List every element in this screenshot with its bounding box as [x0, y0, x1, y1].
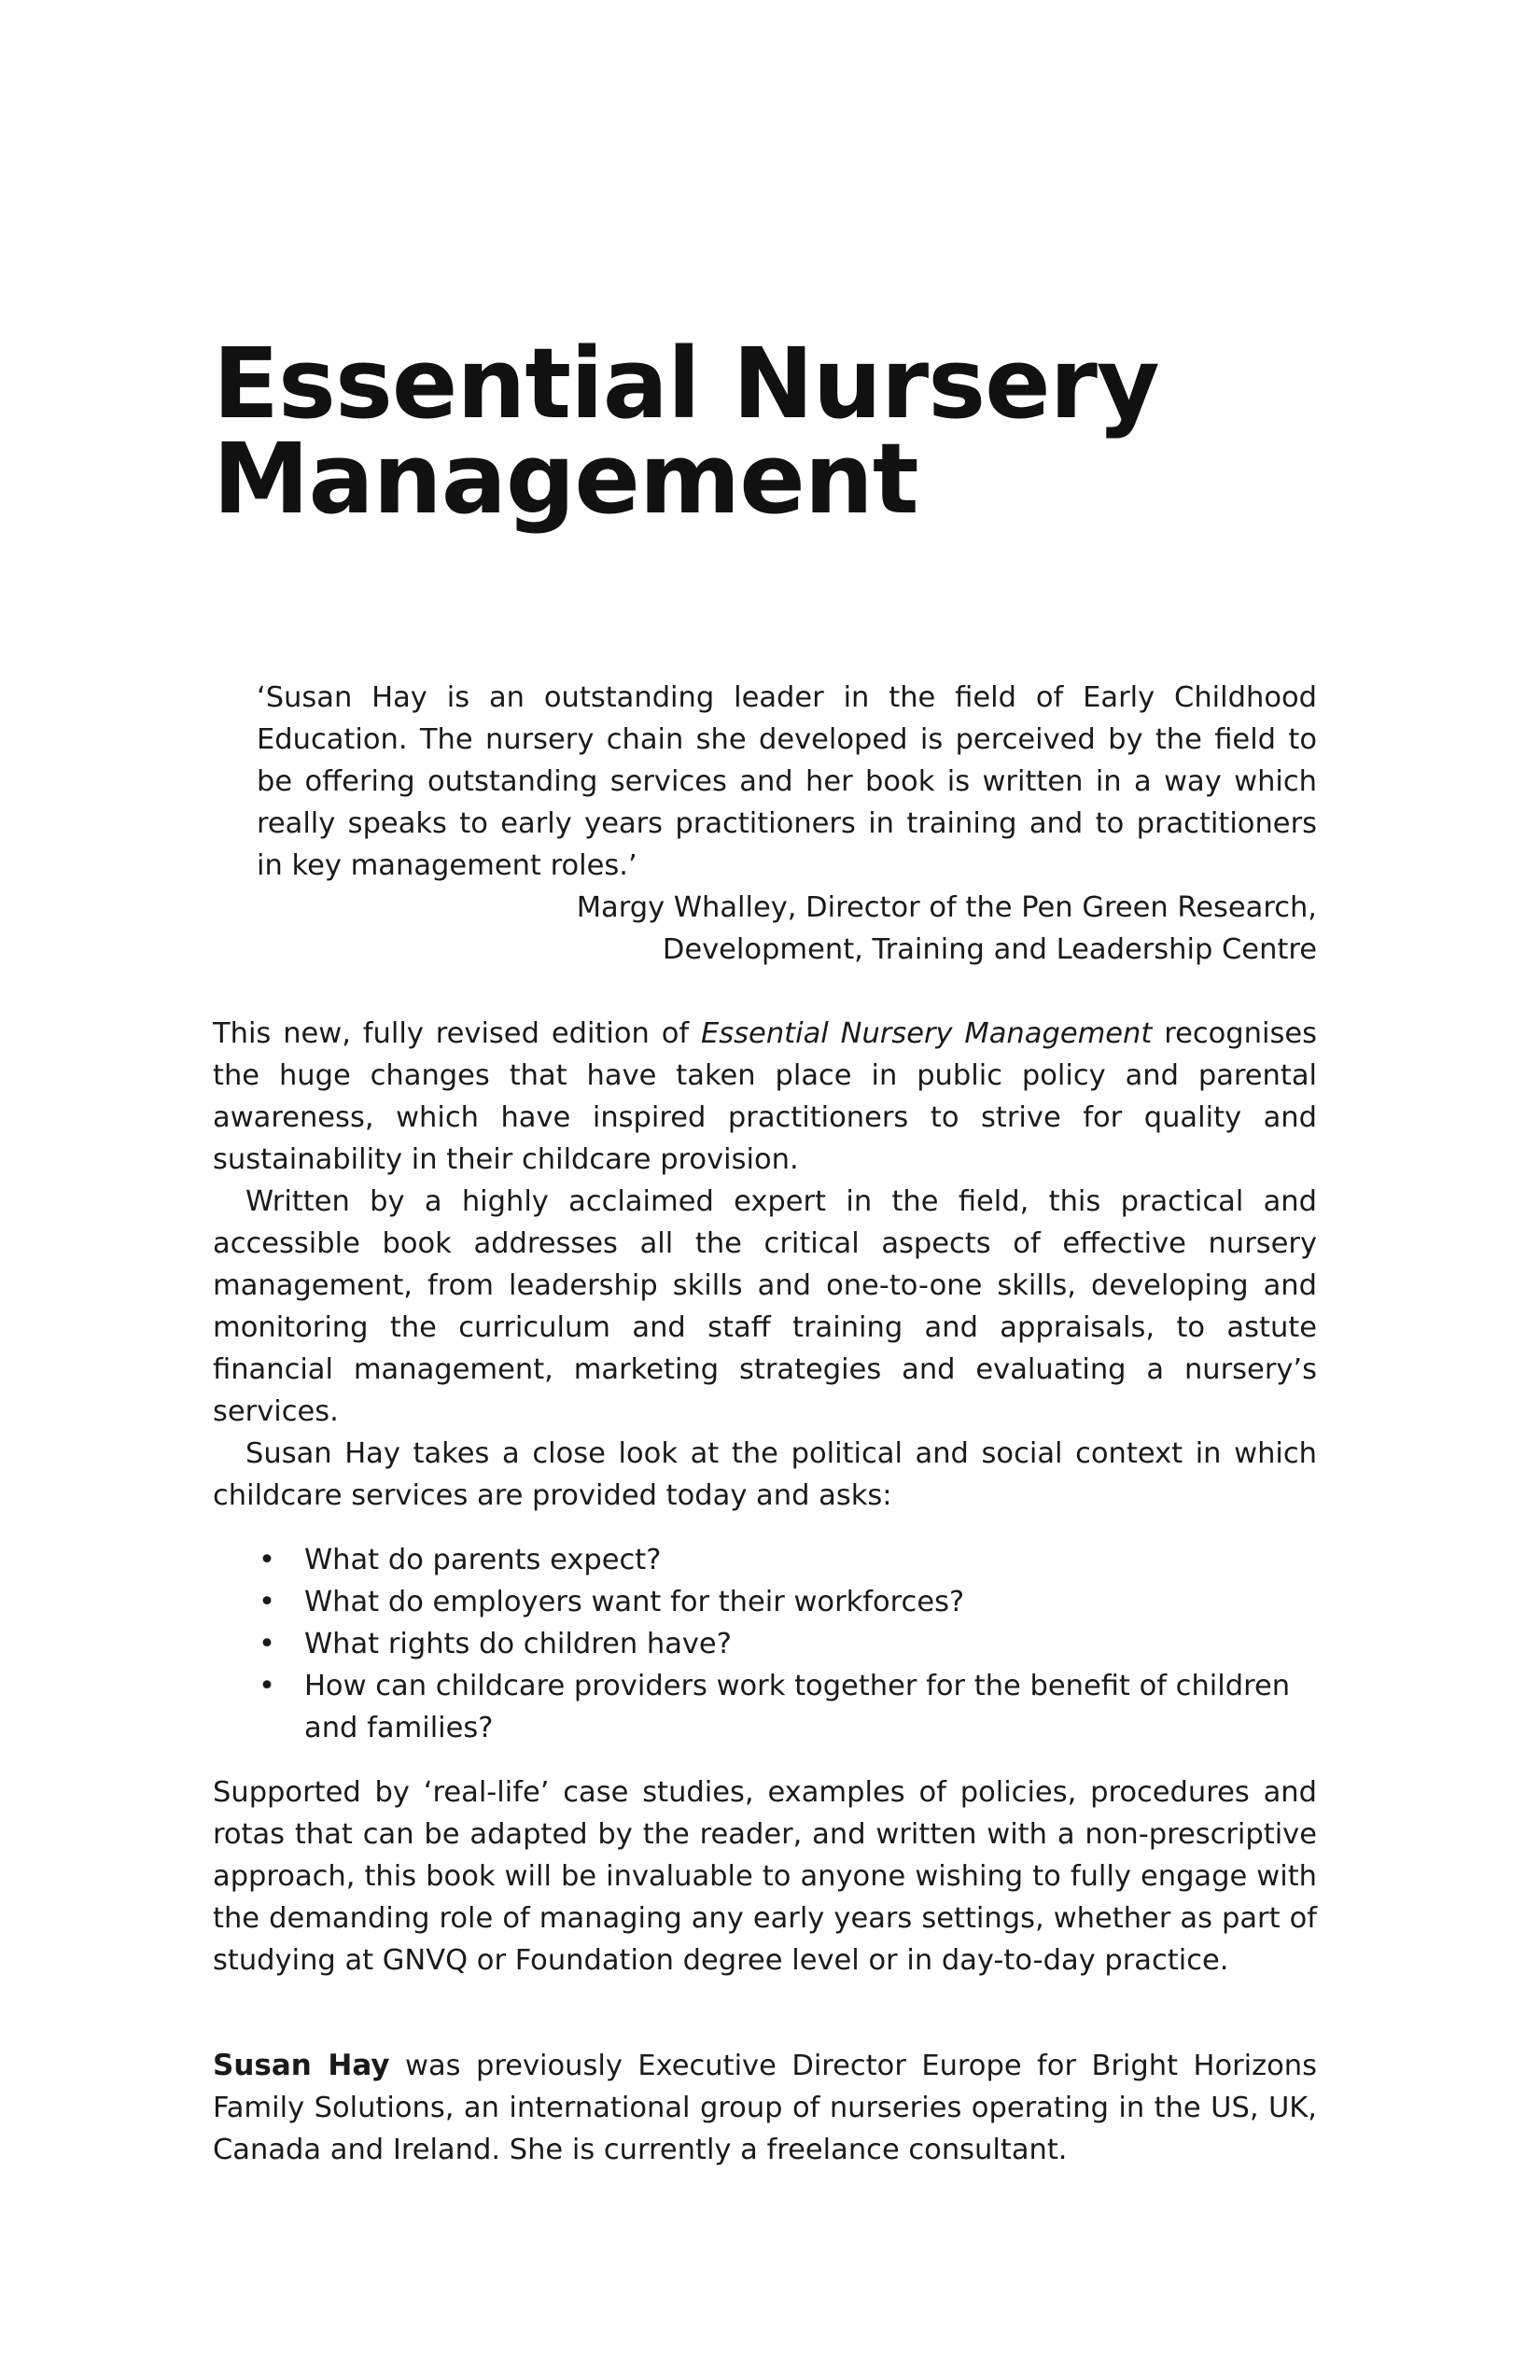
list-item	[213, 1539, 1317, 1581]
paragraph-1-lead: This new, fully revised edition of	[213, 1017, 701, 1050]
bullet-icon: •	[259, 1544, 275, 1576]
attribution-line-2: Development, Training and Leadership Centre	[662, 933, 1317, 966]
book-title-italic: Essential Nursery Management	[701, 1017, 1153, 1050]
bullet-icon: •	[259, 1670, 275, 1702]
list-item-text: What do parents expect?	[304, 1544, 662, 1576]
list-item	[213, 1581, 1317, 1623]
book-title-line-2: Management	[213, 422, 918, 536]
description-paragraph-4: Supported by ‘real-life’ case studies, examples of policies, procedures and rotas that can be adapted by the reader, and written with a non-prescriptive approach, this book will be invaluable to anyone wishing to fully engage with the demanding role of managing any early years settings, whether as part of studying at GNVQ or Foundation degree level or in day-to-day practice.	[213, 1776, 1317, 1977]
list-item-text: What rights do children have?	[304, 1628, 732, 1660]
description-paragraph-1	[213, 1013, 1317, 1181]
bullet-icon: •	[259, 1628, 275, 1660]
list-item-text: What do employers want for their workforces?	[304, 1586, 965, 1618]
list-item	[213, 1665, 1317, 1749]
book-title-line-1: Essential Nursery	[213, 327, 1159, 441]
endorsement-quote: ‘Susan Hay is an outstanding leader in the field of Early Childhood Education. The nursery chain she developed is perceived by the field to be offering outstanding services and her book is written in a way which really speaks to early years practitioners in training and to practitioners in key management roles.’	[257, 681, 1317, 882]
book-title	[213, 327, 1333, 536]
author-bio	[213, 2045, 1317, 2171]
quote-attribution	[213, 887, 1317, 971]
description-paragraph-2: Written by a highly acclaimed expert in the field, this practical and accessible book addresses all the critical aspects of effective nursery management, from leadership skills and one-to-one skills, developing and monitoring the curriculum and staff training and appraisals, to astute financial management, marketing strategies and evaluating a nursery’s services.	[213, 1185, 1317, 1428]
author-name: Susan Hay	[213, 2049, 390, 2082]
list-item-text: How can childcare providers work together for the benefit of children and families?	[304, 1670, 1291, 1744]
author-bio-text: was previously Executive Director Europe for Bright Horizons Family Solutions, an international group of nurseries operating in the US, UK, Canada and Ireland. She is currently a freelance consultant.	[213, 2050, 1318, 2166]
question-list	[213, 1539, 1317, 1749]
description-paragraph-3: Susan Hay takes a close look at the political and social context in which childcare services are provided today and asks:	[213, 1437, 1317, 1512]
paragraph-1-rest: recognises the huge changes that have taken place in public policy and parental awareness, which have inspired practitioners to strive for quality and sustainability in their childcare provision.	[213, 1017, 1318, 1176]
list-item	[213, 1623, 1317, 1665]
attribution-line-1: Margy Whalley, Director of the Pen Green Research,	[576, 891, 1317, 924]
blurb	[213, 677, 1317, 2171]
bullet-icon: •	[259, 1586, 275, 1618]
